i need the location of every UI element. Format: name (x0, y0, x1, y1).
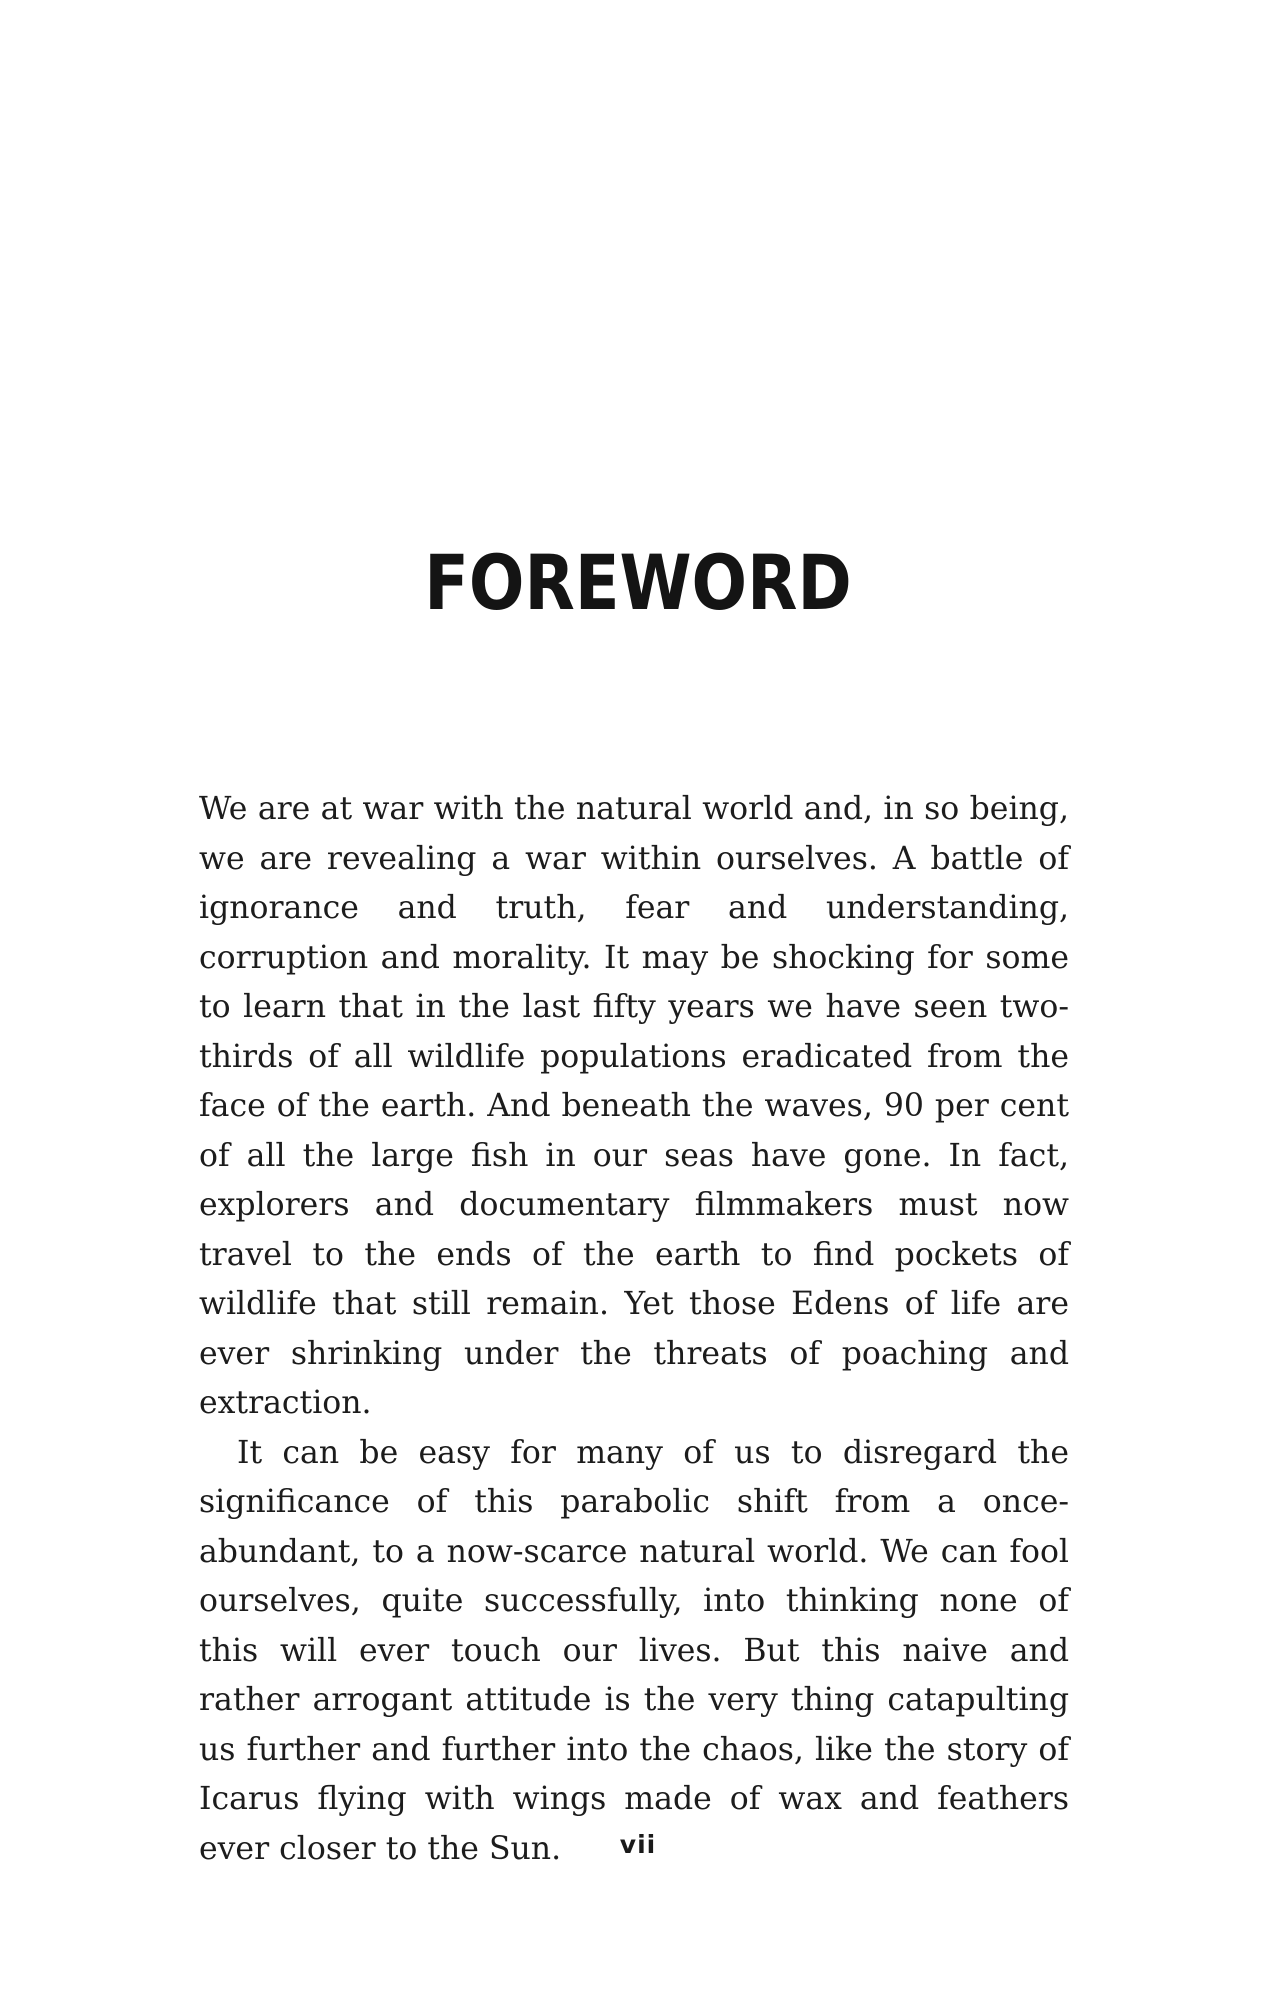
page-number: vii (619, 1830, 657, 1859)
paragraph-2: It can be easy for many of us to disregard the significance of this parabolic shift from a once-abundant, to a now-scarce natural world. We can fool ourselves, quite successfully, into thinking none of this will ever touch our lives. But this naive and rather arrogant attitude is the very thing catapulting us further and further into the chaos, like the story of Icarus flying with wings made of wax and feathers ever closer to the Sun. (199, 1434, 1069, 1867)
body-text (199, 785, 1069, 1874)
chapter-title: FOREWORD (424, 538, 852, 627)
paragraph-1: We are at war with the natural world and, in so being, we are revealing a war within ourselves. A battle of ignorance and truth, fear and understanding, corruption and morality. It may be shocking for some to learn that in the last fifty years we have seen two-thirds of all wildlife populations eradicated from the face of the earth. And beneath the waves, 90 per cent of all the large fish in our seas have gone. In fact, explorers and documentary filmmakers must now travel to the ends of the earth to find pockets of wildlife that still remain. Yet those Edens of life are ever shrinking under the threats of poaching and extraction. (199, 791, 1069, 1421)
